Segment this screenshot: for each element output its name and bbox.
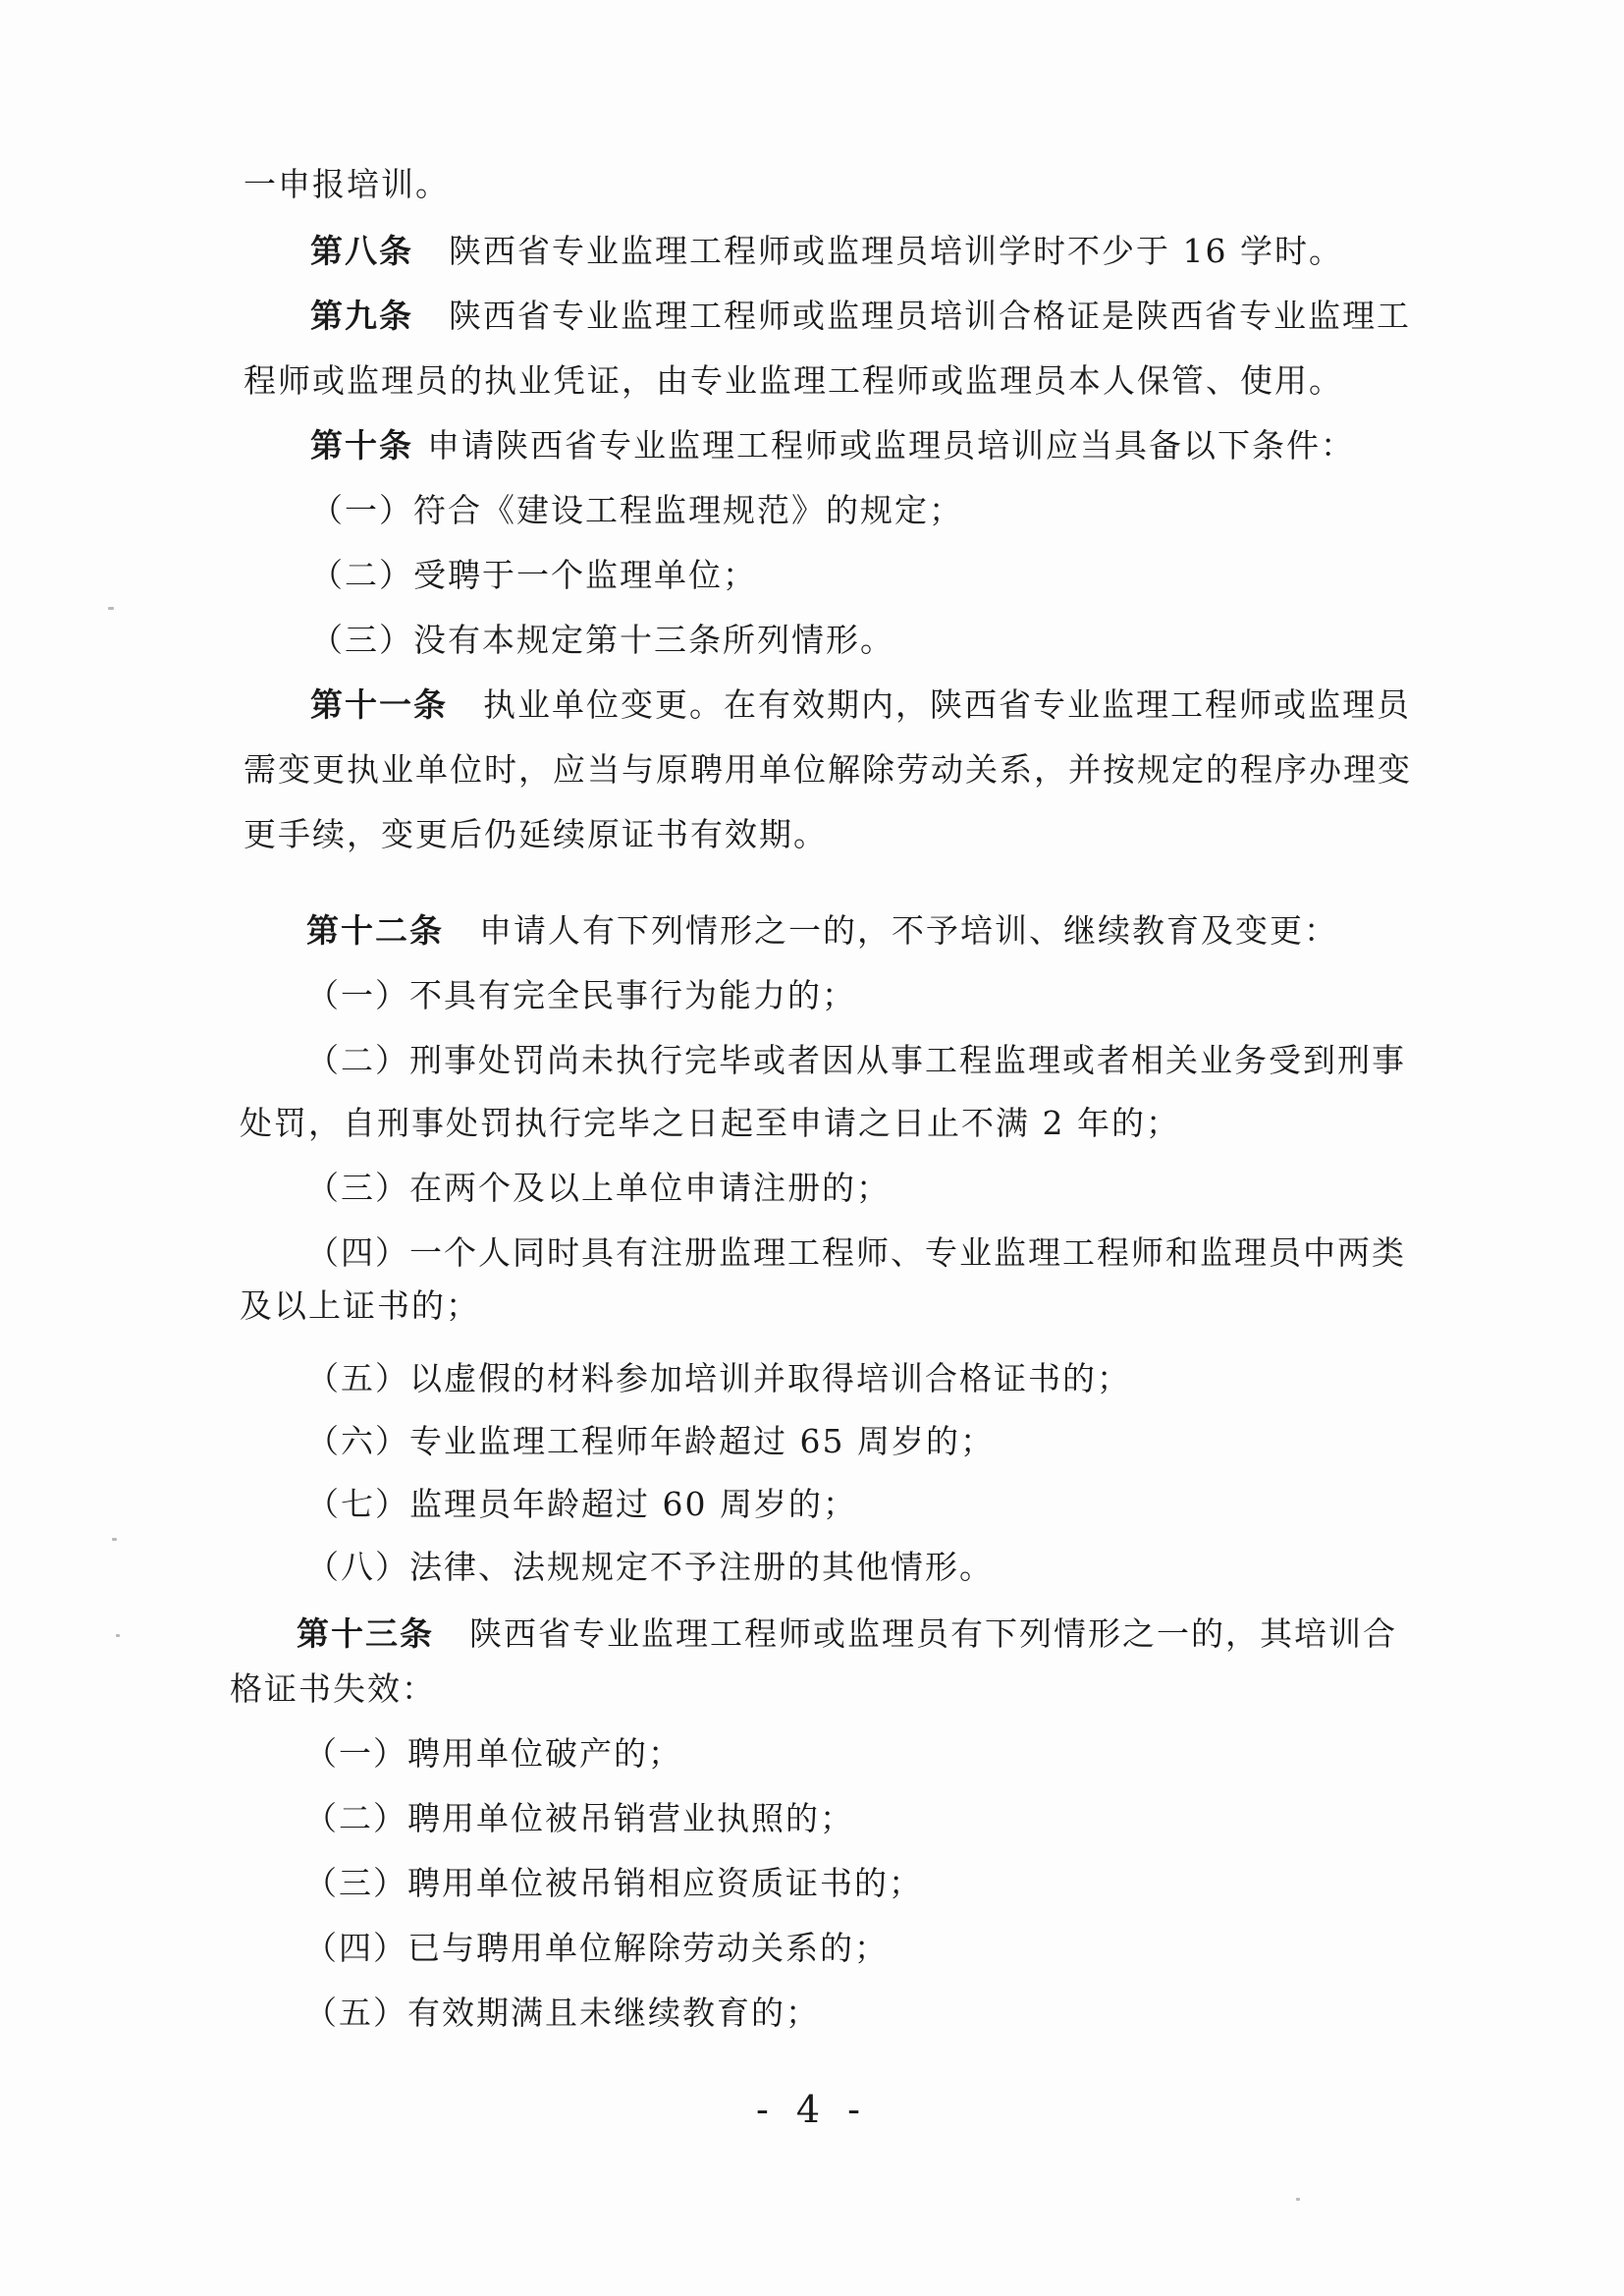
paragraph-line: 需变更执业单位时，应当与原聘用单位解除劳动关系，并按规定的程序办理变 bbox=[244, 750, 1412, 789]
paragraph-line: 一申报培训。 bbox=[244, 165, 450, 203]
page-number: - 4 - bbox=[755, 2088, 868, 2131]
article-13: 第十三条 陕西省专业监理工程师或监理员有下列情形之一的，其培训合 bbox=[297, 1614, 1397, 1653]
article-9: 第九条 陕西省专业监理工程师或监理员培训合格证是陕西省专业监理工 bbox=[310, 297, 1411, 335]
list-item: （五）有效期满且未继续教育的； bbox=[304, 1994, 820, 2032]
list-item: （八）法律、法规规定不予注册的其他情形。 bbox=[306, 1548, 994, 1586]
list-item: （六）专业监理工程师年龄超过 65 周岁的； bbox=[306, 1422, 995, 1460]
scan-speck bbox=[108, 607, 114, 610]
list-item: （三）没有本规定第十三条所列情形。 bbox=[310, 621, 894, 659]
article-10: 第十条 申请陕西省专业监理工程师或监理员培训应当具备以下条件： bbox=[310, 426, 1355, 465]
paragraph-line: 格证书失效： bbox=[230, 1669, 436, 1708]
scan-speck bbox=[1296, 2198, 1300, 2201]
article-heading: 第十条 bbox=[310, 426, 413, 465]
paragraph-line: 程师或监理员的执业凭证，由专业监理工程师或监理员本人保管、使用。 bbox=[244, 361, 1343, 400]
scan-speck bbox=[112, 1538, 117, 1541]
article-heading: 第十一条 bbox=[310, 685, 448, 724]
list-item: （三）在两个及以上单位申请注册的； bbox=[306, 1169, 891, 1207]
article-heading: 第十三条 bbox=[297, 1614, 434, 1653]
paragraph-line: 及以上证书的； bbox=[240, 1286, 480, 1325]
paragraph-line: 处罚，自刑事处罚执行完毕之日起至申请之日止不满 2 年的； bbox=[240, 1104, 1180, 1142]
article-heading: 第九条 bbox=[310, 297, 413, 335]
article-8: 第八条 陕西省专业监理工程师或监理员培训学时不少于 16 学时。 bbox=[310, 232, 1343, 270]
scan-speck bbox=[116, 1634, 120, 1637]
list-item: （三）聘用单位被吊销相应资质证书的； bbox=[304, 1864, 923, 1902]
article-heading: 第八条 bbox=[310, 232, 413, 270]
list-item: （四）一个人同时具有注册监理工程师、专业监理工程师和监理员中两类 bbox=[306, 1233, 1406, 1272]
list-item: （二）聘用单位被吊销营业执照的； bbox=[304, 1799, 854, 1837]
article-heading: 第十二条 bbox=[306, 911, 444, 950]
list-item: （二）受聘于一个监理单位； bbox=[310, 556, 757, 594]
list-item: （一）不具有完全民事行为能力的； bbox=[306, 976, 856, 1014]
paragraph-line: 更手续，变更后仍延续原证书有效期。 bbox=[244, 815, 828, 853]
list-item: （二）刑事处罚尚未执行完毕或者因从事工程监理或者相关业务受到刑事 bbox=[306, 1041, 1406, 1079]
list-item: （一）符合《建设工程监理规范》的规定； bbox=[310, 491, 963, 529]
article-12: 第十二条 申请人有下列情形之一的，不予培训、继续教育及变更： bbox=[306, 911, 1338, 950]
article-11: 第十一条 执业单位变更。在有效期内，陕西省专业监理工程师或监理员 bbox=[310, 685, 1411, 724]
list-item: （一）聘用单位破产的； bbox=[304, 1734, 682, 1773]
list-item: （七）监理员年龄超过 60 周岁的； bbox=[306, 1485, 857, 1523]
list-item: （五）以虚假的材料参加培训并取得培训合格证书的； bbox=[306, 1359, 1131, 1397]
list-item: （四）已与聘用单位解除劳动关系的； bbox=[304, 1929, 889, 1967]
